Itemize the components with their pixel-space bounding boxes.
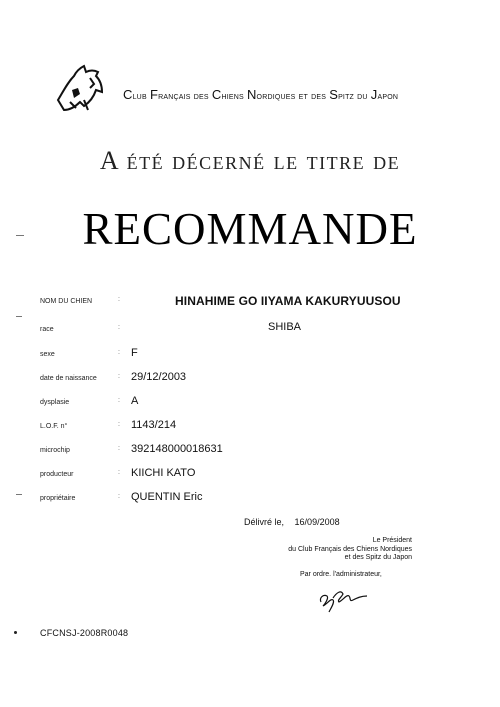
field-value-owner: QUENTIN Eric	[131, 491, 203, 503]
separator: :	[118, 421, 120, 428]
separator: :	[118, 445, 120, 452]
breed-label: race	[40, 326, 54, 333]
club-word-2: Français des	[149, 87, 212, 102]
club-word-5: Spitz du	[329, 87, 371, 102]
field-value-breeder: KIICHI KATO	[131, 467, 196, 479]
breed-value: SHIBA	[268, 321, 302, 333]
club-name	[123, 87, 398, 102]
delivered-date: 16/09/2008	[294, 517, 340, 527]
award-title: RECOMMANDE	[82, 204, 418, 254]
separator: :	[118, 349, 120, 356]
separator: :	[118, 397, 120, 404]
club-word-3: Chiens	[211, 87, 247, 102]
club-word-4: Nordiques et des	[246, 87, 330, 102]
reference-number: CFCNSJ-2008R0048	[40, 628, 129, 638]
president-line: et des Spitz du Japon	[344, 554, 412, 561]
field-label-sex: sexe	[40, 351, 55, 358]
scan-mark	[16, 494, 22, 495]
field-label-owner: propriétaire	[40, 495, 76, 502]
scan-dot	[14, 631, 17, 634]
field-value-lof: 1143/214	[131, 419, 177, 431]
president-line: Le Président	[372, 537, 412, 544]
separator: :	[118, 493, 120, 500]
signature-icon	[315, 582, 375, 616]
scan-mark	[16, 316, 22, 317]
separator: :	[118, 296, 120, 303]
president-line: du Club Français des Chiens Nordiques	[288, 545, 412, 553]
award-line: A été décerné le titre de	[99, 146, 401, 175]
club-word-1: Club	[123, 87, 150, 102]
club-word-6: Japon	[370, 87, 399, 102]
president-block	[262, 537, 412, 563]
field-label-dysplasia: dysplasie	[40, 399, 70, 406]
field-label-microchip: microchip	[40, 447, 70, 454]
field-value-birthdate: 29/12/2003	[131, 371, 187, 383]
field-label-lof: L.O.F. n°	[40, 423, 68, 430]
field-label-breeder: producteur	[40, 471, 74, 478]
separator: :	[118, 373, 120, 380]
dog-logo-icon	[50, 60, 110, 120]
separator: :	[118, 324, 120, 331]
field-label-birthdate: date de naissance	[40, 375, 97, 382]
dog-name-value: HINAHIME GO IIYAMA KAKURYUUSOU	[175, 294, 401, 308]
separator: :	[118, 469, 120, 476]
admin-line: Par ordre. l'administrateur,	[300, 571, 382, 578]
delivery-line: Délivré le, 16/09/2008	[244, 517, 340, 527]
field-value-sex: F	[131, 347, 138, 359]
delivered-label: Délivré le	[244, 517, 282, 527]
club-logo	[50, 60, 110, 120]
field-value-microchip: 392148000018631	[131, 443, 223, 455]
dog-name-label: NOM DU CHIEN	[40, 298, 93, 305]
field-value-dysplasia: A	[131, 395, 139, 407]
scan-mark	[16, 235, 24, 236]
